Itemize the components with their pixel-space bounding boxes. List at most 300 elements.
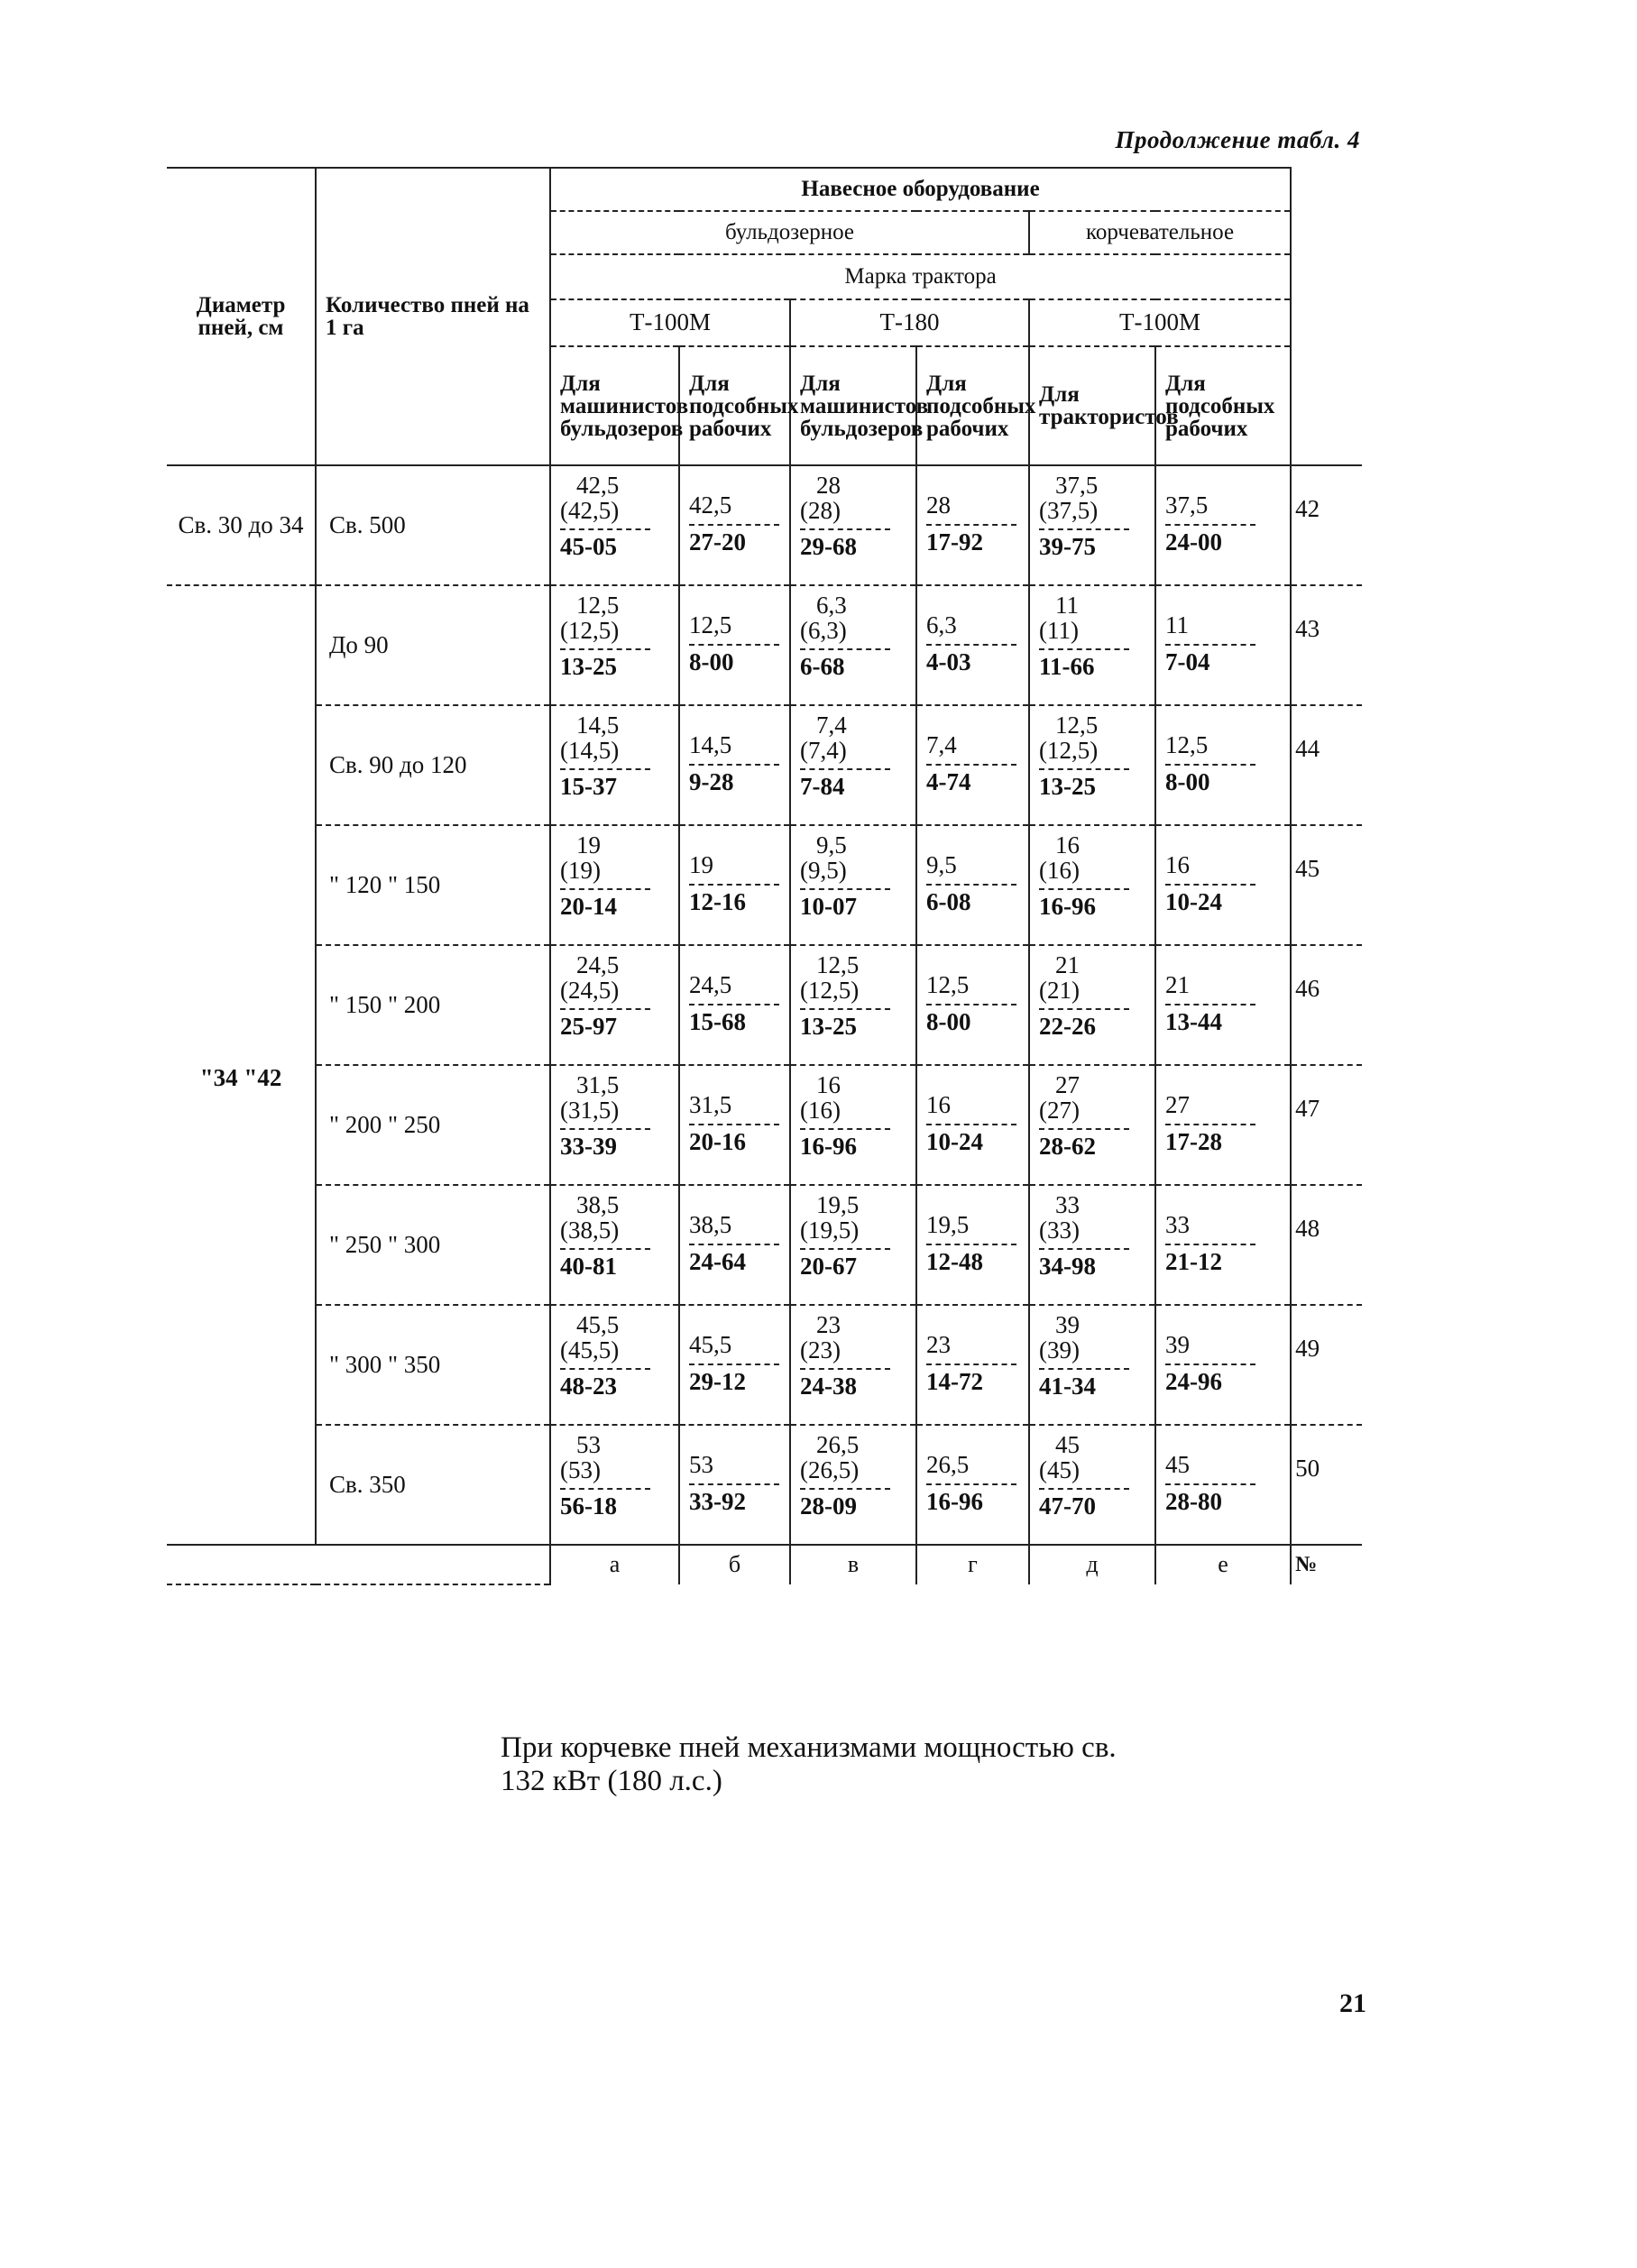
- norm-cell: [1155, 1185, 1291, 1305]
- header-equipment: Навесное оборудование: [550, 168, 1291, 211]
- header-tractor-t180: Т-180: [790, 299, 1029, 346]
- footer-letter-f: е: [1155, 1545, 1291, 1584]
- norm-cell: [790, 1305, 916, 1425]
- fraction-separator: [1165, 1004, 1255, 1005]
- footer-letter-d: г: [916, 1545, 1029, 1584]
- norm-time-parenthesized: (12,5): [1039, 736, 1099, 764]
- fraction-separator: [926, 1124, 1016, 1125]
- header-col-d: Для подсобных рабочих: [916, 346, 1029, 465]
- header-uprooter: корчевательное: [1029, 211, 1291, 254]
- norm-cell: [1029, 1185, 1155, 1305]
- header-tractor-t100m-uprooter: Т-100М: [1029, 299, 1291, 346]
- norm-time: 11: [1055, 592, 1079, 619]
- header-bulldozer: бульдозерное: [550, 211, 1029, 254]
- quantity-cell: " 200 " 250: [316, 1065, 550, 1185]
- norm-cell: [679, 465, 790, 585]
- norm-cell: [679, 945, 790, 1065]
- norm-cell: [1155, 1425, 1291, 1545]
- norm-cell: [1029, 1065, 1155, 1185]
- price-value: 39-75: [1039, 533, 1096, 561]
- norm-time: 31,5: [689, 1091, 732, 1118]
- norm-time-value: [689, 706, 780, 758]
- norm-cell: [790, 1065, 916, 1185]
- fraction-separator: [926, 1004, 1016, 1005]
- price-value: 6-68: [800, 653, 845, 681]
- norm-time-value: [560, 1426, 669, 1483]
- norm-time-value: [800, 706, 906, 763]
- quantity-cell: " 150 " 200: [316, 945, 550, 1065]
- header-tractor-t100m: Т-100М: [550, 299, 790, 346]
- header-quantity-text: Количество пней на 1 га: [326, 293, 529, 340]
- norm-cell: [790, 1425, 916, 1545]
- norm-cell: [550, 945, 679, 1065]
- norm-time: 24,5: [576, 951, 620, 978]
- price-value: 9-28: [689, 767, 734, 795]
- fraction-separator: [926, 1364, 1016, 1365]
- norm-cell: [1155, 1305, 1291, 1425]
- price-value: 12-16: [689, 887, 746, 915]
- price-value: 14-72: [926, 1367, 983, 1395]
- fraction-separator: [926, 644, 1016, 646]
- norm-time-value: [560, 1066, 669, 1123]
- header-rownum-blank: [1291, 168, 1362, 465]
- fraction-separator: [689, 1124, 779, 1125]
- norm-cell: [679, 585, 790, 705]
- fraction-separator: [1039, 528, 1129, 530]
- price-value: 48-23: [560, 1373, 617, 1400]
- price-value: 13-25: [560, 653, 617, 681]
- price-value: 10-07: [800, 893, 857, 921]
- norm-time: 12,5: [816, 951, 860, 978]
- norm-cell: [550, 825, 679, 945]
- norm-cell: [790, 945, 916, 1065]
- norm-cell: [679, 1425, 790, 1545]
- norm-time-value: [689, 1306, 780, 1358]
- price-value: 28-09: [800, 1492, 857, 1520]
- fraction-separator: [800, 1488, 890, 1490]
- norm-time-value: [800, 586, 906, 643]
- fraction-separator: [689, 1244, 779, 1245]
- norm-time-value: [1039, 586, 1145, 643]
- norm-time: 12,5: [926, 971, 970, 998]
- row-number: 47: [1291, 1065, 1362, 1185]
- price-value: 27-20: [689, 528, 746, 556]
- quantity-cell: Св. 90 до 120: [316, 705, 550, 825]
- fraction-separator: [560, 1008, 650, 1010]
- norm-time-value: [926, 826, 1019, 878]
- norm-time-value: [800, 1186, 906, 1243]
- norm-time: 9,5: [926, 851, 957, 878]
- price-value: 4-03: [926, 647, 971, 675]
- norm-time-parenthesized: (7,4): [800, 736, 847, 764]
- fraction-separator: [800, 1248, 890, 1250]
- fraction-separator: [1165, 884, 1255, 886]
- norm-time-value: [560, 1306, 669, 1363]
- norm-time: 37,5: [1055, 472, 1099, 499]
- norm-cell: [916, 1065, 1029, 1185]
- norm-cell: [679, 1185, 790, 1305]
- fraction-separator: [689, 1004, 779, 1005]
- norm-time-parenthesized: (16): [800, 1096, 841, 1124]
- table-body: [167, 465, 1362, 1545]
- norm-time: 14,5: [689, 731, 732, 758]
- norm-time: 19: [576, 831, 601, 859]
- norm-time: 53: [576, 1431, 601, 1458]
- norm-cell: [679, 1305, 790, 1425]
- norm-time: 31,5: [576, 1071, 620, 1098]
- norm-time-value: [926, 1186, 1019, 1238]
- row-number: 50: [1291, 1425, 1362, 1545]
- norm-cell: [550, 1425, 679, 1545]
- fraction-separator: [560, 528, 650, 530]
- norm-time-parenthesized: (14,5): [560, 736, 620, 764]
- norm-cell: [550, 465, 679, 585]
- norm-time: 45,5: [576, 1311, 620, 1338]
- norm-cell: [679, 1065, 790, 1185]
- norm-time: 42,5: [689, 491, 732, 519]
- header-row-1: [167, 168, 1362, 211]
- price-value: 17-92: [926, 528, 983, 556]
- header-col-c: Для машинистов бульдозеров: [790, 346, 916, 465]
- norm-cell: [1029, 705, 1155, 825]
- fraction-separator: [800, 768, 890, 770]
- row-number: 43: [1291, 585, 1362, 705]
- norm-time-value: [926, 1306, 1019, 1358]
- price-value: 47-70: [1039, 1492, 1096, 1520]
- quantity-cell: " 250 " 300: [316, 1185, 550, 1305]
- price-value: 24-00: [1165, 528, 1222, 556]
- norm-time-parenthesized: (38,5): [560, 1216, 620, 1244]
- norm-cell: [1029, 585, 1155, 705]
- norm-cell: [1155, 1065, 1291, 1185]
- price-value: 13-25: [800, 1013, 857, 1041]
- table-row: [167, 1305, 1362, 1425]
- header-col-e: Для трактористов: [1029, 346, 1155, 465]
- norm-cell: [790, 465, 916, 585]
- price-value: 24-64: [689, 1247, 746, 1275]
- fraction-separator: [800, 1368, 890, 1370]
- norm-time-value: [1039, 826, 1145, 883]
- price-value: 11-66: [1039, 653, 1095, 681]
- quantity-cell: Св. 500: [316, 465, 550, 585]
- table-row: [167, 585, 1362, 705]
- norm-time-value: [689, 586, 780, 638]
- norm-cell: [1155, 945, 1291, 1065]
- norm-time: 53: [689, 1451, 713, 1478]
- norm-time-value: [800, 466, 906, 523]
- norm-time-value: [800, 1306, 906, 1363]
- norm-time-parenthesized: (26,5): [800, 1455, 860, 1483]
- norm-time: 14,5: [576, 712, 620, 739]
- norm-cell: [790, 825, 916, 945]
- norms-table: [167, 167, 1362, 1585]
- price-value: 16-96: [926, 1487, 983, 1515]
- norm-time: 28: [926, 491, 951, 519]
- norm-cell: [1029, 945, 1155, 1065]
- fraction-separator: [926, 1244, 1016, 1245]
- price-value: 17-28: [1165, 1127, 1222, 1155]
- norm-cell: [1155, 585, 1291, 705]
- price-value: 28-80: [1165, 1487, 1222, 1515]
- footer-number-sign: №: [1291, 1545, 1362, 1584]
- norm-time-parenthesized: (45): [1039, 1455, 1080, 1483]
- price-value: 29-68: [800, 533, 857, 561]
- norm-time-value: [800, 826, 906, 883]
- price-value: 41-34: [1039, 1373, 1096, 1400]
- fraction-separator: [1039, 1248, 1129, 1250]
- norm-time-value: [689, 466, 780, 519]
- norm-time: 38,5: [689, 1211, 732, 1238]
- norm-cell: [679, 705, 790, 825]
- price-value: 6-08: [926, 887, 971, 915]
- norm-time-parenthesized: (12,5): [800, 976, 860, 1004]
- norm-time-parenthesized: (45,5): [560, 1336, 620, 1364]
- fraction-separator: [1165, 1483, 1255, 1485]
- norm-time: 42,5: [576, 472, 620, 499]
- table-continuation-label: Продолжение табл. 4: [1115, 126, 1360, 153]
- quantity-cell: Св. 350: [316, 1425, 550, 1545]
- price-value: 13-25: [1039, 773, 1096, 801]
- norm-time: 23: [926, 1331, 951, 1358]
- header-col-f: Для подсобных рабочих: [1155, 346, 1291, 465]
- header-col-b: Для подсобных рабочих: [679, 346, 790, 465]
- price-value: 7-04: [1165, 647, 1210, 675]
- diameter-cell: [167, 465, 316, 585]
- norm-time-value: [689, 1066, 780, 1118]
- header-col-a: Для машинистов бульдозеров: [550, 346, 679, 465]
- norm-time-value: [926, 1426, 1019, 1478]
- norm-time-value: [1039, 946, 1145, 1003]
- fraction-separator: [800, 1128, 890, 1130]
- norm-time-value: [1039, 1306, 1145, 1363]
- norm-cell: [916, 585, 1029, 705]
- table-row: [167, 1425, 1362, 1545]
- norm-cell: [1155, 705, 1291, 825]
- price-value: 15-68: [689, 1007, 746, 1035]
- price-value: 4-74: [926, 767, 971, 795]
- norm-time: 19,5: [816, 1191, 860, 1218]
- norm-time-parenthesized: (39): [1039, 1336, 1080, 1364]
- norm-time-value: [1165, 466, 1281, 519]
- price-value: 8-00: [1165, 767, 1210, 795]
- norm-time-value: [689, 946, 780, 998]
- norm-time-parenthesized: (53): [560, 1455, 601, 1483]
- norm-time: 27: [1055, 1071, 1080, 1098]
- norm-time-parenthesized: (24,5): [560, 976, 620, 1004]
- norm-time-value: [926, 466, 1019, 519]
- diameter-value: "34 "42: [199, 1064, 282, 1092]
- norm-time-value: [1039, 1066, 1145, 1123]
- norm-time-value: [560, 706, 669, 763]
- norm-time: 33: [1055, 1191, 1080, 1218]
- norm-cell: [916, 465, 1029, 585]
- norm-cell: [1029, 1305, 1155, 1425]
- norm-cell: [790, 1185, 916, 1305]
- quantity-cell: " 300 " 350: [316, 1305, 550, 1425]
- norm-time-parenthesized: (33): [1039, 1216, 1080, 1244]
- header-quantity: [316, 168, 550, 465]
- norm-time-parenthesized: (19): [560, 856, 601, 884]
- fraction-separator: [1165, 764, 1255, 766]
- norm-time-value: [1165, 586, 1281, 638]
- norm-time: 28: [816, 472, 841, 499]
- norm-time: 16: [816, 1071, 841, 1098]
- norm-cell: [550, 705, 679, 825]
- norm-time-value: [1165, 1186, 1281, 1238]
- price-value: 28-62: [1039, 1133, 1096, 1161]
- norm-cell: [1155, 465, 1291, 585]
- norm-time-value: [1039, 466, 1145, 523]
- norm-time-value: [560, 826, 669, 883]
- norm-time: 12,5: [576, 592, 620, 619]
- norm-cell: [916, 1425, 1029, 1545]
- footer-blank-1: [167, 1545, 316, 1584]
- price-value: 24-38: [800, 1373, 857, 1400]
- price-value: 15-37: [560, 773, 617, 801]
- price-value: 20-14: [560, 893, 617, 921]
- price-value: 10-24: [1165, 887, 1222, 915]
- norm-time-parenthesized: (21): [1039, 976, 1080, 1004]
- fraction-separator: [800, 888, 890, 890]
- footer-letter-row: [167, 1545, 1362, 1584]
- table-row: [167, 705, 1362, 825]
- norm-time: 12,5: [1055, 712, 1099, 739]
- norm-time-value: [1165, 1066, 1281, 1118]
- fraction-separator: [689, 884, 779, 886]
- norm-time-value: [1165, 706, 1281, 758]
- price-value: 20-16: [689, 1127, 746, 1155]
- price-value: 29-12: [689, 1367, 746, 1395]
- quantity-cell: " 120 " 150: [316, 825, 550, 945]
- table-row: [167, 825, 1362, 945]
- norm-time-value: [926, 706, 1019, 758]
- fraction-separator: [689, 644, 779, 646]
- footer-letter-e: д: [1029, 1545, 1155, 1584]
- norm-time: 39: [1055, 1311, 1080, 1338]
- norm-time-value: [560, 1186, 669, 1243]
- norm-cell: [550, 1185, 679, 1305]
- fraction-separator: [1165, 1244, 1255, 1245]
- price-value: 22-26: [1039, 1013, 1096, 1041]
- norm-cell: [1029, 825, 1155, 945]
- norm-time-value: [689, 1426, 780, 1478]
- fraction-separator: [800, 648, 890, 650]
- norm-time: 7,4: [816, 712, 847, 739]
- fraction-separator: [926, 884, 1016, 886]
- norm-time-value: [1165, 1306, 1281, 1358]
- fraction-separator: [1039, 1008, 1129, 1010]
- fraction-separator: [1039, 1488, 1129, 1490]
- norm-time-value: [560, 946, 669, 1003]
- norm-time: 26,5: [816, 1431, 860, 1458]
- row-number: 45: [1291, 825, 1362, 945]
- fraction-separator: [689, 764, 779, 766]
- price-value: 24-96: [1165, 1367, 1222, 1395]
- norm-cell: [1155, 825, 1291, 945]
- norm-time-value: [1039, 706, 1145, 763]
- norm-time-parenthesized: (9,5): [800, 856, 847, 884]
- norm-time: 21: [1055, 951, 1080, 978]
- norm-cell: [916, 945, 1029, 1065]
- fraction-separator: [800, 528, 890, 530]
- footer-letter-c: в: [790, 1545, 916, 1584]
- price-value: 56-18: [560, 1492, 617, 1520]
- price-value: 25-97: [560, 1013, 617, 1041]
- norm-time-parenthesized: (11): [1039, 616, 1079, 644]
- header-tractor-brand: Марка трактора: [550, 254, 1291, 299]
- norm-time: 39: [1165, 1331, 1190, 1358]
- table-row: [167, 1185, 1362, 1305]
- norm-time: 45: [1165, 1451, 1190, 1478]
- row-number: 42: [1291, 465, 1362, 585]
- fraction-separator: [560, 1368, 650, 1370]
- price-value: 16-96: [1039, 893, 1096, 921]
- price-value: 10-24: [926, 1127, 983, 1155]
- norm-time-value: [926, 946, 1019, 998]
- norm-time: 27: [1165, 1091, 1190, 1118]
- table-row: [167, 1065, 1362, 1185]
- fraction-separator: [1039, 1368, 1129, 1370]
- fraction-separator: [800, 1008, 890, 1010]
- norm-time-value: [689, 1186, 780, 1238]
- norm-time: 11: [1165, 611, 1189, 638]
- fraction-separator: [689, 524, 779, 526]
- footer-letter-b: б: [679, 1545, 790, 1584]
- norm-time-value: [1039, 1426, 1145, 1483]
- norm-time: 12,5: [1165, 731, 1209, 758]
- row-number: 44: [1291, 705, 1362, 825]
- norm-time: 16: [1055, 831, 1080, 859]
- norm-time-value: [926, 586, 1019, 638]
- price-value: 45-05: [560, 533, 617, 561]
- norm-time-value: [1165, 1426, 1281, 1478]
- norm-cell: [550, 1065, 679, 1185]
- footer-letter-a: а: [550, 1545, 679, 1584]
- row-number: 48: [1291, 1185, 1362, 1305]
- norm-cell: [916, 1305, 1029, 1425]
- norm-time: 45: [1055, 1431, 1080, 1458]
- row-number: 49: [1291, 1305, 1362, 1425]
- quantity-cell: До 90: [316, 585, 550, 705]
- page-number: 21: [1339, 1988, 1366, 2018]
- fraction-separator: [1165, 1364, 1255, 1365]
- price-value: 8-00: [926, 1007, 971, 1035]
- norm-time: 21: [1165, 971, 1190, 998]
- fraction-separator: [1165, 1124, 1255, 1125]
- norm-time-parenthesized: (23): [800, 1336, 841, 1364]
- norm-time-parenthesized: (16): [1039, 856, 1080, 884]
- fraction-separator: [689, 1364, 779, 1365]
- norm-cell: [1029, 1425, 1155, 1545]
- fraction-separator: [560, 1488, 650, 1490]
- fraction-separator: [1165, 524, 1255, 526]
- fraction-separator: [689, 1483, 779, 1485]
- norm-time-value: [800, 1426, 906, 1483]
- norm-time-parenthesized: (37,5): [1039, 496, 1099, 524]
- price-value: 8-00: [689, 647, 734, 675]
- norm-time-value: [800, 946, 906, 1003]
- norm-time-value: [1165, 826, 1281, 878]
- norm-time-value: [560, 586, 669, 643]
- row-number: 46: [1291, 945, 1362, 1065]
- norm-time-parenthesized: (31,5): [560, 1096, 620, 1124]
- diameter-value: Св. 30 до 34: [178, 510, 304, 538]
- price-value: 33-92: [689, 1487, 746, 1515]
- table-row: [167, 945, 1362, 1065]
- price-value: 16-96: [800, 1133, 857, 1161]
- header-diameter-text: Диаметр пней, см: [196, 293, 286, 340]
- fraction-separator: [1039, 888, 1129, 890]
